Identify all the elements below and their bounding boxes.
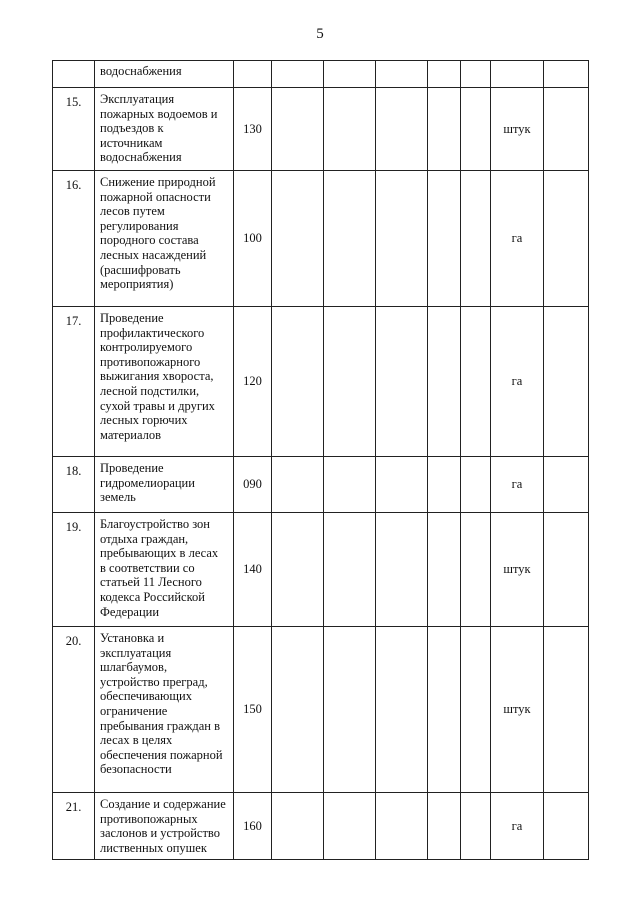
measure-name-line: обеспечения пожарной — [100, 747, 223, 762]
measure-name-cell — [95, 627, 234, 793]
measure-name-line: подъездов к — [100, 121, 164, 136]
value-cell — [544, 457, 589, 513]
unit-cell: штук — [491, 627, 544, 793]
measure-name-line: гидромелиорации — [100, 475, 195, 490]
value-cell — [428, 457, 461, 513]
value-cell — [324, 457, 376, 513]
line-code-cell: 100 — [234, 171, 272, 307]
row-number-cell — [53, 61, 95, 88]
value-cell — [428, 88, 461, 171]
measure-name-line: Федерации — [100, 604, 160, 619]
value-cell — [544, 793, 589, 860]
value-cell — [376, 627, 428, 793]
row-number-cell: 16. — [53, 171, 95, 307]
measure-name-line: профилактического — [100, 325, 205, 340]
unit-cell — [491, 61, 544, 88]
measure-name-line: обеспечивающих — [100, 689, 192, 704]
measure-name-line: лесных насаждений — [100, 247, 207, 262]
value-cell — [428, 171, 461, 307]
line-code-cell: 140 — [234, 513, 272, 627]
value-cell — [461, 457, 491, 513]
line-code-cell: 130 — [234, 88, 272, 171]
line-code-cell: 150 — [234, 627, 272, 793]
unit-cell: га — [491, 307, 544, 457]
measure-name-line: лесах в целях — [100, 733, 173, 748]
measure-name-line: заслонов и устройство — [100, 826, 220, 841]
measure-name-line: регулирования — [100, 218, 179, 233]
value-cell — [324, 793, 376, 860]
value-cell — [461, 61, 491, 88]
measure-name-line: отдыха граждан, — [100, 531, 189, 546]
measure-name-line: пожарной опасности — [100, 189, 211, 204]
value-cell — [376, 61, 428, 88]
measure-name-line: контролируемого — [100, 340, 193, 355]
measure-name-line: пожарных водоемов и — [100, 106, 218, 121]
measure-name-line: безопасности — [100, 762, 172, 777]
value-cell — [324, 171, 376, 307]
value-cell — [376, 793, 428, 860]
value-cell — [272, 307, 324, 457]
line-code-cell: 120 — [234, 307, 272, 457]
measure-name-cell — [95, 307, 234, 457]
value-cell — [324, 513, 376, 627]
measure-name-line: устройство преград, — [100, 674, 208, 689]
table-row — [53, 61, 589, 88]
row-number-cell: 15. — [53, 88, 95, 171]
value-cell — [544, 307, 589, 457]
value-cell — [272, 88, 324, 171]
table-row — [53, 88, 589, 171]
value-cell — [428, 627, 461, 793]
measure-name-line: лиственных опушек — [100, 840, 207, 855]
measure-name-cell — [95, 61, 234, 88]
row-number-cell: 17. — [53, 307, 95, 457]
value-cell — [544, 61, 589, 88]
value-cell — [324, 627, 376, 793]
page-number: 5 — [316, 26, 324, 42]
table-row — [53, 793, 589, 860]
value-cell — [428, 513, 461, 627]
value-cell — [461, 307, 491, 457]
measure-name-line: противопожарных — [100, 811, 198, 826]
unit-cell: штук — [491, 88, 544, 171]
row-number-cell: 21. — [53, 793, 95, 860]
value-cell — [376, 513, 428, 627]
value-cell — [272, 513, 324, 627]
measure-name-line: противопожарного — [100, 354, 201, 369]
measure-name-line: Установка и — [100, 631, 165, 645]
measure-name-line: Создание и содержание — [100, 797, 226, 811]
measure-name-line: эксплуатация — [100, 645, 172, 660]
value-cell — [461, 793, 491, 860]
value-cell — [272, 457, 324, 513]
table-row — [53, 457, 589, 513]
value-cell — [324, 307, 376, 457]
row-number-cell: 18. — [53, 457, 95, 513]
measure-name-line: ограничение — [100, 703, 168, 718]
value-cell — [376, 307, 428, 457]
measure-name-cell — [95, 171, 234, 307]
value-cell — [428, 61, 461, 88]
value-cell — [272, 61, 324, 88]
value-cell — [324, 61, 376, 88]
line-code-cell: 090 — [234, 457, 272, 513]
value-cell — [376, 88, 428, 171]
value-cell — [428, 307, 461, 457]
measure-name-line: породного состава — [100, 233, 199, 248]
measure-name-line: лесов путем — [100, 204, 165, 219]
measure-name-line: Эксплуатация — [100, 92, 175, 106]
unit-cell: га — [491, 457, 544, 513]
measure-name-line: выжигания хвороста, — [100, 369, 214, 384]
measure-name-line: пребывающих в лесах — [100, 546, 219, 561]
measure-name-line: Снижение природной — [100, 175, 216, 189]
row-number-cell: 20. — [53, 627, 95, 793]
value-cell — [324, 88, 376, 171]
line-code-cell — [234, 61, 272, 88]
value-cell — [461, 171, 491, 307]
value-cell — [272, 171, 324, 307]
measure-name-line: шлагбаумов, — [100, 660, 168, 675]
value-cell — [544, 627, 589, 793]
value-cell — [272, 793, 324, 860]
measures-table — [52, 60, 589, 860]
value-cell — [461, 627, 491, 793]
table-body — [53, 61, 589, 860]
value-cell — [544, 88, 589, 171]
value-cell — [461, 513, 491, 627]
measure-name-cell — [95, 88, 234, 171]
measure-name-cell — [95, 513, 234, 627]
measure-name-line: водоснабжения — [100, 150, 182, 165]
measure-name-line: кодекса Российской — [100, 589, 205, 604]
measure-name-line: пребывания граждан в — [100, 718, 220, 733]
measure-name-line: лесных горючих — [100, 413, 188, 428]
measure-name-line: Благоустройство зон — [100, 517, 210, 531]
value-cell — [376, 457, 428, 513]
measure-name-line: (расшифровать — [100, 262, 181, 277]
measure-name-line: земель — [100, 490, 136, 505]
table-row — [53, 171, 589, 307]
value-cell — [544, 513, 589, 627]
unit-cell: га — [491, 793, 544, 860]
value-cell — [428, 793, 461, 860]
table-row — [53, 307, 589, 457]
measure-name-cell — [95, 457, 234, 513]
value-cell — [544, 171, 589, 307]
measure-name-line: материалов — [100, 427, 162, 442]
row-number-cell: 19. — [53, 513, 95, 627]
value-cell — [272, 627, 324, 793]
measure-name-line: водоснабжения — [100, 64, 182, 78]
table-row — [53, 513, 589, 627]
measure-name-line: сухой травы и других — [100, 398, 215, 413]
measure-name-line: мероприятия) — [100, 277, 174, 292]
table-row — [53, 627, 589, 793]
line-code-cell: 160 — [234, 793, 272, 860]
unit-cell: штук — [491, 513, 544, 627]
measure-name-line: статьей 11 Лесного — [100, 575, 202, 590]
measure-name-line: лесной подстилки, — [100, 383, 200, 398]
unit-cell: га — [491, 171, 544, 307]
measure-name-line: источникам — [100, 135, 163, 150]
measure-name-line: в соответствии со — [100, 560, 195, 575]
value-cell — [461, 88, 491, 171]
value-cell — [376, 171, 428, 307]
measure-name-cell — [95, 793, 234, 860]
measure-name-line: Проведение — [100, 311, 164, 325]
measure-name-line: Проведение — [100, 461, 164, 475]
